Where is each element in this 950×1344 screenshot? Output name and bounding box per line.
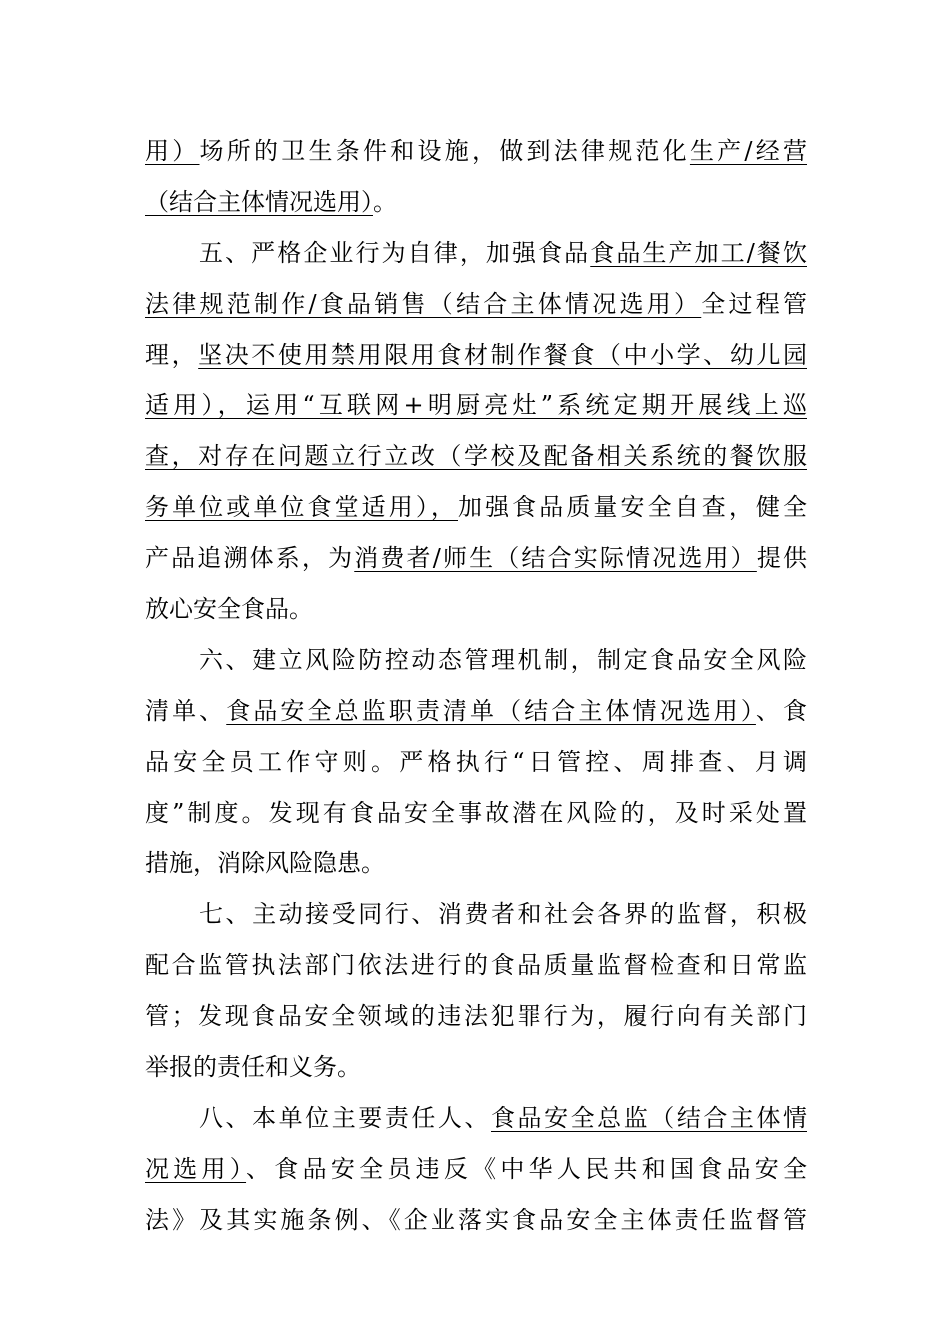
text-line [145, 1093, 807, 1144]
underlined-text: 消费者/师生（结合实际情况选用） [354, 544, 757, 573]
text-segment: 品安全员工作守则。严格执行“日管控、周排查、月调 [145, 747, 807, 776]
text-line [145, 177, 807, 228]
text-line [145, 482, 807, 533]
text-segment: 度”制度。发现有食品安全事故潜在风险的，及时采处置 [145, 798, 807, 827]
text-line [145, 431, 807, 482]
underlined-text: 食品安全总监职责清单（结合主体情况选用） [226, 696, 756, 725]
underlined-text: 食品生产加工/餐饮 [590, 238, 807, 267]
text-line [145, 991, 807, 1042]
text-line [145, 279, 807, 330]
text-segment: 放心安全食品。 [145, 595, 313, 624]
text-segment: 清单、 [145, 696, 227, 725]
text-segment: 全过程管 [701, 289, 807, 318]
text-line [145, 940, 807, 991]
underlined-text: 生产/经营 [689, 137, 807, 165]
text-segment: 八、本单位主要责任人、 [199, 1103, 491, 1132]
text-segment: 、食 [755, 696, 807, 725]
underlined-text: 用） [145, 137, 200, 165]
text-segment: 举报的责任和义务。 [145, 1053, 361, 1082]
text-segment: 场所的卫生条件和设施，做到法律规范化 [199, 137, 690, 165]
underlined-text: 查，对存在问题立行立改（学校及配备相关系统的餐饮服 [145, 442, 807, 471]
text-line [145, 126, 807, 177]
underlined-text: 法律规范制作/食品销售（结合主体情况选用） [145, 289, 702, 318]
underlined-text: （结合主体情况选用） [145, 187, 373, 216]
text-line [145, 1195, 807, 1246]
underlined-text: 坚决不使用禁用限用食材制作餐食（中小学、幼儿园 [198, 340, 807, 369]
text-segment: 五、严格企业行为自律，加强食品 [199, 238, 591, 267]
text-segment: 七、主动接受同行、消费者和社会各界的监督，积极 [199, 900, 807, 929]
text-line [145, 533, 807, 584]
text-line [145, 1042, 807, 1093]
text-line [145, 330, 807, 381]
text-segment: 配合监管执法部门依法进行的食品质量监督检查和日常监 [145, 951, 807, 980]
text-segment: 产品追溯体系，为 [145, 544, 355, 573]
text-segment: 六、建立风险防控动态管理机制，制定食品安全风险 [199, 645, 807, 674]
text-line [145, 635, 807, 686]
text-line [145, 1144, 807, 1195]
text-line [145, 889, 807, 940]
text-segment: 法》及其实施条例、《企业落实食品安全主体责任监督管 [145, 1205, 807, 1234]
underlined-text: 适用），运用“互联网+明厨亮灶”系统定期开展线上巡 [145, 391, 807, 420]
text-segment: 理， [145, 340, 199, 369]
text-segment: 措施，消除风险隐患。 [145, 849, 385, 878]
text-segment: 。 [373, 187, 397, 216]
text-line [145, 737, 807, 788]
text-line [145, 686, 807, 737]
underlined-text: 况选用） [145, 1154, 247, 1183]
text-line [145, 228, 807, 279]
text-segment: 加强食品质量安全自查，健全 [458, 493, 807, 522]
text-segment: 管；发现食品安全领域的违法犯罪行为，履行向有关部门 [145, 1002, 807, 1031]
text-segment: 、食品安全员违反《中华人民共和国食品安全 [246, 1154, 807, 1183]
document-page [145, 126, 807, 1246]
text-line [145, 838, 807, 889]
text-line [145, 380, 807, 431]
underlined-text: 食品安全总监（结合主体情 [491, 1103, 807, 1132]
text-line [145, 584, 807, 635]
text-segment: 提供 [756, 544, 807, 573]
text-line [145, 788, 807, 839]
underlined-text: 务单位或单位食堂适用）， [145, 493, 458, 522]
